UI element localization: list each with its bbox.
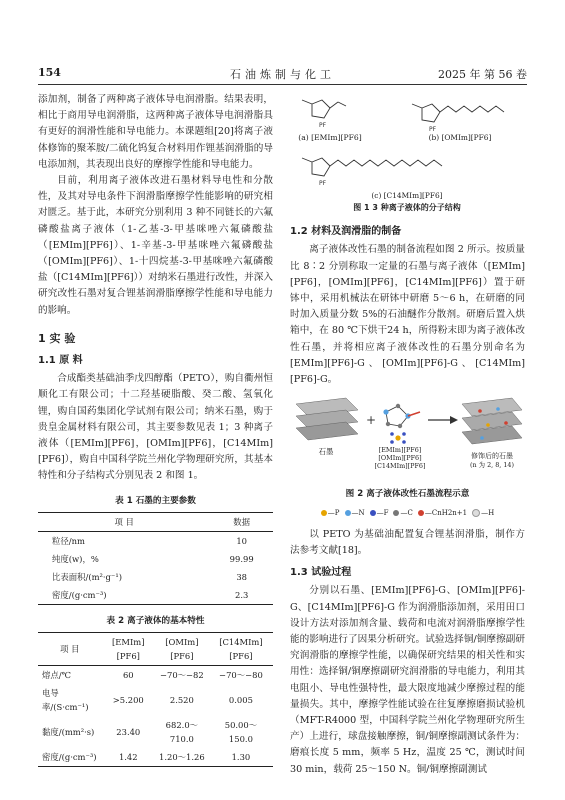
table-header-cell: 数据 [210,512,273,531]
legend-dot-icon [370,510,376,516]
imidazolium-ring-b [422,104,440,122]
imidazolium-ring-c [312,158,330,176]
table-cell: 2.520 [169,695,194,706]
table-row [38,550,273,568]
fig2-caption: 图 2 离子液体改性石墨流程示意 [345,489,470,500]
fig2-label-il2: [OMIm][PF6] [378,454,422,463]
fig1-label-c: (c) [C14MIm][PF6] [371,191,443,200]
subsection-heading-preparation: 1.2 材料及润滑脂的制备 [290,226,402,238]
figure-1-molecular-structures [290,92,525,218]
table-row [38,666,273,685]
modified-graphite-icon [462,398,522,444]
table-graphite-parameters [38,512,273,605]
table-cell: 1.20～1.26 [159,752,205,763]
legend-item [345,505,365,521]
table-row [38,586,273,605]
legend-item [370,505,389,521]
fig1-label-a: (a) [EMIm][PF6] [298,133,362,142]
modification-process-drawing [290,394,525,480]
table1-caption: 表 1 石墨的主要参数 [115,495,196,506]
subsection-heading-procedure: 1.3 试验过程 [290,567,352,579]
page-number: 154 [38,66,61,79]
table-row [38,531,273,550]
table-cell: 0.005 [228,695,253,706]
plus-icon: + [366,413,377,428]
fig2-label-graphite: 石墨 [318,447,334,457]
legend-label: —F [376,508,389,517]
table-cell: 熔点/℃ [42,670,71,681]
table-row [38,716,273,748]
table-header-cell: 项 目 [38,512,210,531]
table-cell: −70～−80 [219,670,263,681]
table-cell: 黏度/(mm²·s) [42,727,95,738]
table-ionic-liquid-properties [38,632,273,767]
legend-dot-icon [345,510,351,516]
fig2-label-il1: [EMIm][PF6] [378,446,422,455]
volume-info: 2025 年 第 56 卷 [438,68,527,81]
table-cell: >5.200 [112,695,144,706]
svg-text:PF: PF [319,180,327,187]
legend-label: —H [481,508,495,517]
paragraph-preparation: 离子液体改性石墨的制备流程如图 2 所示。按质量比 8∶2 分别称取一定量的石墨与离子液体（[EMIm][PF6]，[OMIm][PF6]，[C14MIm][PF6]）置于研钵中，采用机械法在研钵中研磨 5～6 h，在研磨的同时加入质量分数 5%的石油醚作分散剂。研磨后置入烘箱中，在 80 ℃下烘干24 h，所得粉末即为离子液体改性石墨，并将相应离子液体改性的石墨分别命名为[EMIm][PF6]-G、[OMIm][PF6]-G、[C14MIm][PF6]-G。 [290,244,525,386]
paragraph-grease-preparation: 以 PETO 为基础油配置复合锂基润滑脂，制作方法参考文献[18]。 [290,528,525,557]
table-cell: −70～−82 [159,670,204,681]
legend-dot-icon [393,510,399,516]
table-cell: 682.0～710.0 [165,720,199,745]
table-cell: 密度/(g·cm⁻³) [42,752,97,763]
fig1-caption: 图 1 3 种离子液体的分子结构 [353,203,461,212]
table-row [38,748,273,767]
legend-dot-icon [321,510,327,516]
paragraph-procedure: 分别以石墨、[EMIm][PF6]-G、[OMIm][PF6]-G、[C14MIm][PF6]-G 作为润滑脂添加剂，采用田口设计方法对添加剂含量、载荷和电流对润滑脂摩擦学性能的影响进行了因果分析研究。试验选择铜/铜摩擦副研究润滑脂的摩擦学性能，以确保研究结果的相关性和实用性：选择铜/铜摩擦副研究润滑脂的导电能力，利用其电阻小、导电性强特性，最大限度地减少摩擦过程的能量损失。其中，摩擦学性能试验在往复摩擦磨损试验机（MFT-R4000 型，中国科学院兰州化学物理研究所生产）上进行，球盘接触摩擦，铜/铜摩擦副测试条件为：磨痕长度 5 mm，频率 5 Hz，温度 25 ℃，测试时间 30 min，载荷 25～150 N。铜/铜摩擦副测试 [290,585,525,775]
table2-caption: 表 2 离子液体的基本特性 [106,615,205,626]
table-cell: 密度/(g·cm⁻³) [52,589,107,600]
table-cell: 10 [236,535,247,546]
fig2-label-il3: [C14MIm][PF6] [374,462,426,471]
fig1-label-b: (b) [OMIm][PF6] [428,133,492,142]
table-cell: 38 [236,571,247,582]
table-cell: 60 [122,670,134,681]
table-cell: 粒径/nm [52,535,85,546]
paragraph-materials: 合成酯类基础油季戊四醇酯（PETO），购自衢州恒顺化工有限公司；十二羟基硬脂酸、癸二酸、氢氧化锂，购自国药集团化学试剂有限公司；纳米石墨，购于贵皇金属材料有限公司，其主要参数见表 1；3 种离子液体（[EMIm][PF6]，[OMIm][PF6]，[C14MIm][PF6]），购自中国科学院兰州化学物理研究所，其基本特性和分子结构式分别见表 2 和图 1。 [38,373,273,482]
legend-label: —N [351,508,365,517]
right-column [290,92,525,778]
table-cell: 50.00～150.0 [224,720,258,745]
table-header-cell: 项 目 [38,633,102,666]
table-header-cell: [EMIm][PF6] [102,633,155,666]
table-header-row [38,633,273,666]
table-cell: 2.3 [235,589,249,600]
molecular-structure-drawing [290,92,525,212]
table-cell: 23.40 [116,727,141,738]
legend-dot-icon [472,509,480,517]
table-cell: 99.99 [229,553,254,564]
graphite-layers-icon [296,398,358,440]
ionic-liquid-molecule-icon [383,404,420,444]
journal-name: 石油炼制与化工 [230,68,335,81]
table-cell: 1.42 [118,752,138,763]
fig2-legend [290,505,525,521]
legend-label: —CnH2n+1 [424,508,468,517]
paragraph-research-aim: 目前，利用离子液体改进石墨材料导电性和分散性，及其对导电条件下润滑脂摩擦学性能影响的研究相对匮乏。基于此，本研究分别利用 3 种不同链长的六氟磷酸盐离子液体（1-乙基-3-甲基咪唑六氟磷酸盐（[EMIm][PF6]）、1-辛基-3-甲基咪唑六氟磷酸盐（[OMIm][PF6]）、1-十四烷基-3-甲基咪唑六氟磷酸盐（[C14MIm][PF6]））对纳米石墨进行改性，并深入研究改性石墨对复合锂基润滑脂摩擦学性能和导电能力的影响。 [38,175,273,316]
arrow-right-icon [428,416,458,424]
table-row [38,568,273,586]
table-cell: 纯度(w)，% [52,553,99,564]
legend-item [418,505,467,521]
section-heading-experiment: 1 实 验 [38,331,76,345]
table-header-cell: [OMIm][PF6] [155,633,209,666]
figure-2-modification-process [290,394,525,521]
table-cell: 比表面积/(m²·g⁻¹) [52,571,122,582]
table-header-row [38,512,273,531]
fig2-label-n: (n 为 2, 8, 14) [470,461,514,470]
legend-label: —C [400,508,413,517]
imidazolium-ring-a [312,100,330,118]
legend-item [321,505,340,521]
table-cell: 电导率/(S·cm⁻¹) [42,688,89,713]
subsection-heading-materials: 1.1 原 料 [38,355,83,367]
legend-dot-icon [418,510,424,516]
fig2-label-modified: 修饰后的石墨 [471,452,513,461]
left-column [38,92,273,767]
paragraph-intro-continued: 添加剂，制备了两种离子液体导电润滑脂。结果表明，相比于商用导电润滑脂，这两种离子液体导电润滑脂具有更好的润滑性能和导电能力。本课题组[20]将离子液体修饰的聚苯胺/二硫化钨复合材料用作锂基润滑脂的导电添加剂，其表现出良好的摩擦学性能和导电能力。 [38,94,273,170]
running-header [38,66,527,85]
table-row [38,684,273,716]
legend-item [472,505,494,521]
svg-text:PF: PF [319,122,327,129]
table-header-cell: [C14MIm][PF6] [209,633,273,666]
svg-text:PF: PF [429,126,437,133]
legend-item [393,505,412,521]
table-cell: 1.30 [231,752,251,763]
legend-label: —P [327,508,340,517]
